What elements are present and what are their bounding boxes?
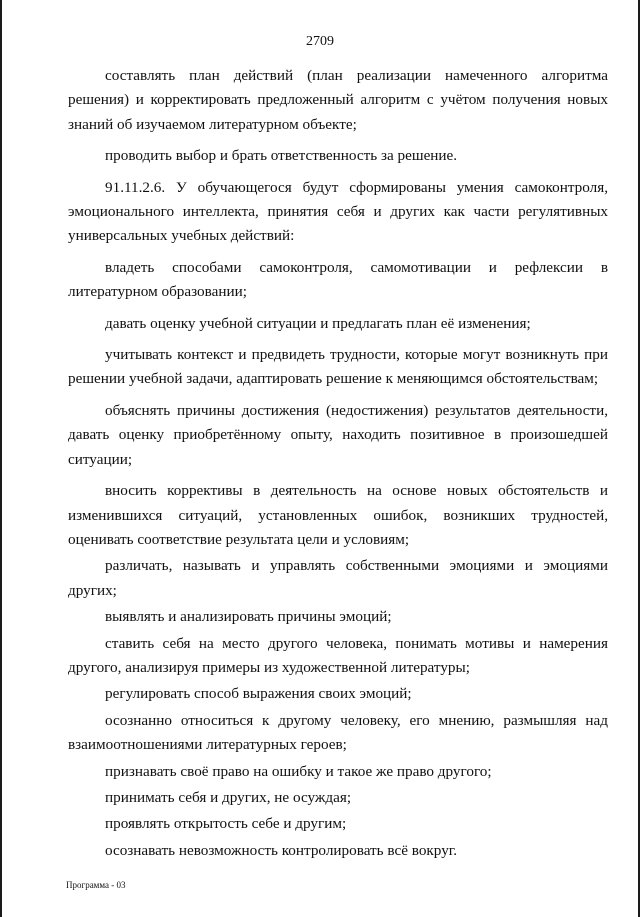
- paragraph: учитывать контекст и предвидеть трудности, которые могут возникнуть при решении учебной задачи, адаптировать решение к меняющимся обстоятельствам;: [68, 346, 608, 388]
- paragraph: признавать своё право на ошибку и такое же право другого;: [105, 762, 492, 780]
- paragraph: проводить выбор и брать ответственность за решение.: [105, 147, 458, 165]
- paragraph: регулировать способ выражения своих эмоций;: [105, 685, 412, 703]
- paragraph: осознавать невозможность контролировать всё вокруг.: [105, 841, 458, 859]
- paragraph: ставить себя на место другого человека, понимать мотивы и намерения другого, анализируя примеры из художественной литературы;: [68, 634, 608, 676]
- paragraph: принимать себя и других, не осуждая;: [105, 788, 352, 806]
- paragraph: 91.11.2.6. У обучающегося будут сформированы умения самоконтроля, эмоционального интеллекта, принятия себя и других как части регулятивных универсальных учебных действий:: [68, 178, 608, 245]
- paragraph: различать, называть и управлять собственными эмоциями и эмоциями других;: [68, 557, 608, 599]
- paragraph: владеть способами самоконтроля, самомотивации и рефлексии в литературном образовании;: [68, 258, 608, 301]
- footer-program-code: Программа - 03: [66, 880, 126, 890]
- page-number: 2709: [306, 34, 334, 49]
- paragraph: вносить коррективы в деятельность на основе новых обстоятельств и изменившихся ситуаций, установленных ошибок, возникших трудностей, оценивать соответствие результата цели и условиям;: [68, 482, 608, 548]
- paragraph: составлять план действий (план реализации намеченного алгоритма решения) и корректировать предложенный алгоритм с учётом получения новых знаний об изучаемом литературном объекте;: [68, 67, 608, 133]
- scan-border-left: [0, 0, 2, 917]
- paragraph: осознанно относиться к другому человеку, его мнению, размышляя над взаимоотношениями литературных героев;: [68, 711, 608, 754]
- paragraph: давать оценку учебной ситуации и предлагать план её изменения;: [105, 314, 531, 332]
- paragraph: объяснять причины достижения (недостижения) результатов деятельности, давать оценку приобретённому опыту, находить позитивное в произошедшей ситуации;: [68, 401, 608, 468]
- paragraph: проявлять открытость себе и другим;: [105, 815, 347, 833]
- paragraph: выявлять и анализировать причины эмоций;: [105, 608, 392, 626]
- body-text: [68, 64, 608, 865]
